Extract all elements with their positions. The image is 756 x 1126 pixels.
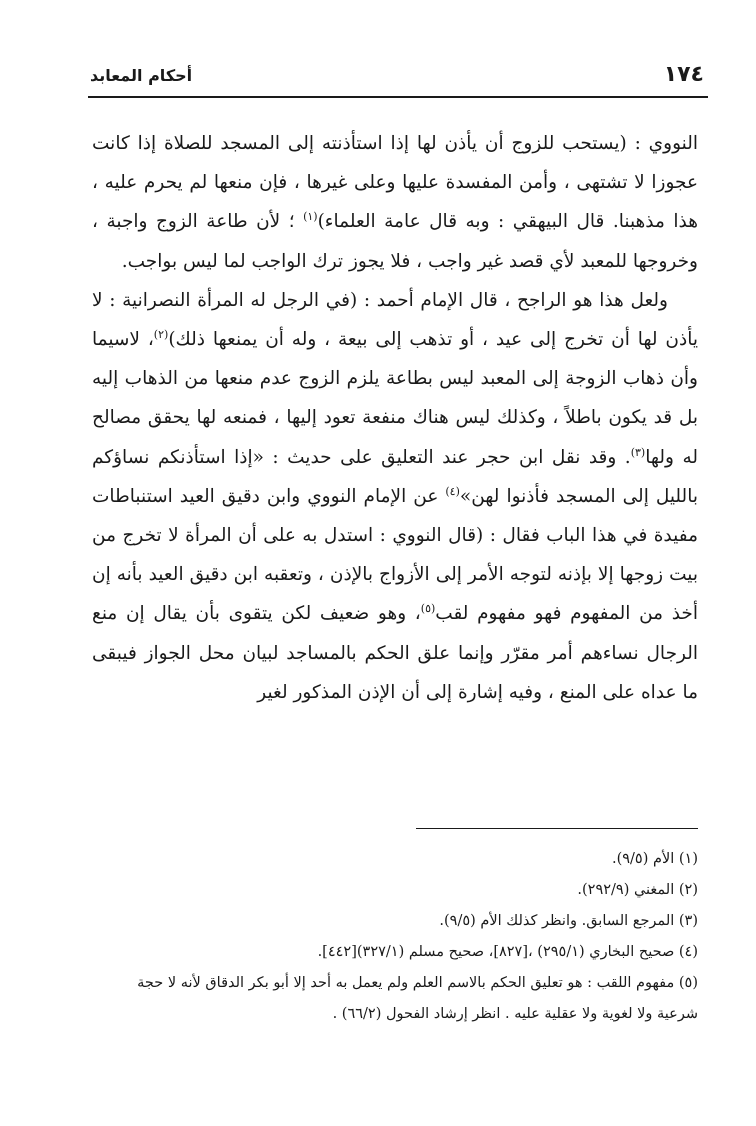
paragraph-2-mid2: . وقد نقل ابن حجر عند التعليق على حديث : «إذا استأذنكم نساؤكم بالليل إلى المسجد فأذنوا لهن» [92,446,698,507]
footnote-ref-1: (١) [303,210,318,224]
footnote-4: (٤) صحيح البخاري (٢٩٥/١) ،[٨٢٧]، صحيح مسلم (٣٢٧/١)[٤٤٢]. [317,944,698,960]
footnote-divider [416,828,698,829]
paragraph-2-mid3: عن الإمام النووي وابن دقيق العيد استنباطات مفيدة في هذا الباب فقال : (قال النووي : استدل به على أن المرأة لا تخرج من بيت زوجها إلا بإذنه لتوجه الأمر إلى الأزواج بالإذن ، وتعقبه ابن دقيق العيد بأنه إن أخذ من المفهوم فهو مفهوم لقب [92,485,699,625]
footnote-ref-2: (٢) [153,327,169,341]
paragraph-1 [92,124,698,281]
main-text [92,124,698,712]
footnote-ref-5: (٥) [420,602,436,616]
paragraph-2-tail: ، وهو ضعيف لكن يتقوى بأن يقال إن منع الرجال نساءهم أمر مقرّر وإنما علق الحكم بالمساجد لبيان محل الجواز فيبقى ما عداه على المنع ، وفيه إشارة إلى أن الإذن المذكور لغير [92,603,698,703]
paragraph-2-text: ولعل هذا هو الراجح ، قال الإمام أحمد : (في الرجل له المرأة النصرانية : لا يأذن لها أن تخرج إلى عيد ، أو تذهب إلى بيعة ، وله أن يمنعها ذلك) [92,289,698,351]
page-number: ١٧٤ [663,62,704,87]
paragraph-1-tail: ؛ لأن طاعة الزوج واجبة ، وخروجها للمعبد لأي قصد غير واجب ، فلا يجوز ترك الواجب لما ليس بواجب. [92,211,698,272]
page-header [88,56,708,98]
footnotes [92,844,698,1030]
footnote-2: (٢) المغني (٢٩٢/٩). [577,882,698,898]
running-title: أحكام المعابد [90,66,193,85]
paragraph-2-mid: ، لاسيما وأن ذهاب الزوجة إلى المعبد ليس بطاعة يلزم الزوج عدم منعها من الذهاب إليه بل قد يكون باطلاً ، وكذلك ليس هناك منفعة تعود إليها ، فمنعه لها يحقق مصالح له ولها [92,329,698,468]
footnote-ref-3: (٣) [630,445,646,459]
footnote-3: (٣) المرجع السابق. وانظر كذلك الأم (٩/٥). [439,913,698,929]
paragraph-1-text: النووي : (يستحب للزوج أن يأذن لها إذا استأذنته إلى المسجد للصلاة إذا كانت عجوزا لا تشتهى ، وأمن المفسدة عليها وعلى غيرها ، فإن منعها لم يحرم عليه ، هذا مذهبنا. قال البيهقي : وبه قال عامة العلماء) [92,133,698,233]
paragraph-2 [92,281,698,712]
footnote-ref-4: (٤) [445,484,460,498]
footnote-1: (١) الأم (٩/٥). [611,851,698,867]
footnote-5: (٥) مفهوم اللقب : هو تعليق الحكم بالاسم العلم ولم يعمل به أحد إلا أبو بكر الدقاق لأنه لا حجة شرعية ولا لغوية ولا عقلية عليه . انظر إرشاد الفحول (٦٦/٢) . [137,975,698,1022]
